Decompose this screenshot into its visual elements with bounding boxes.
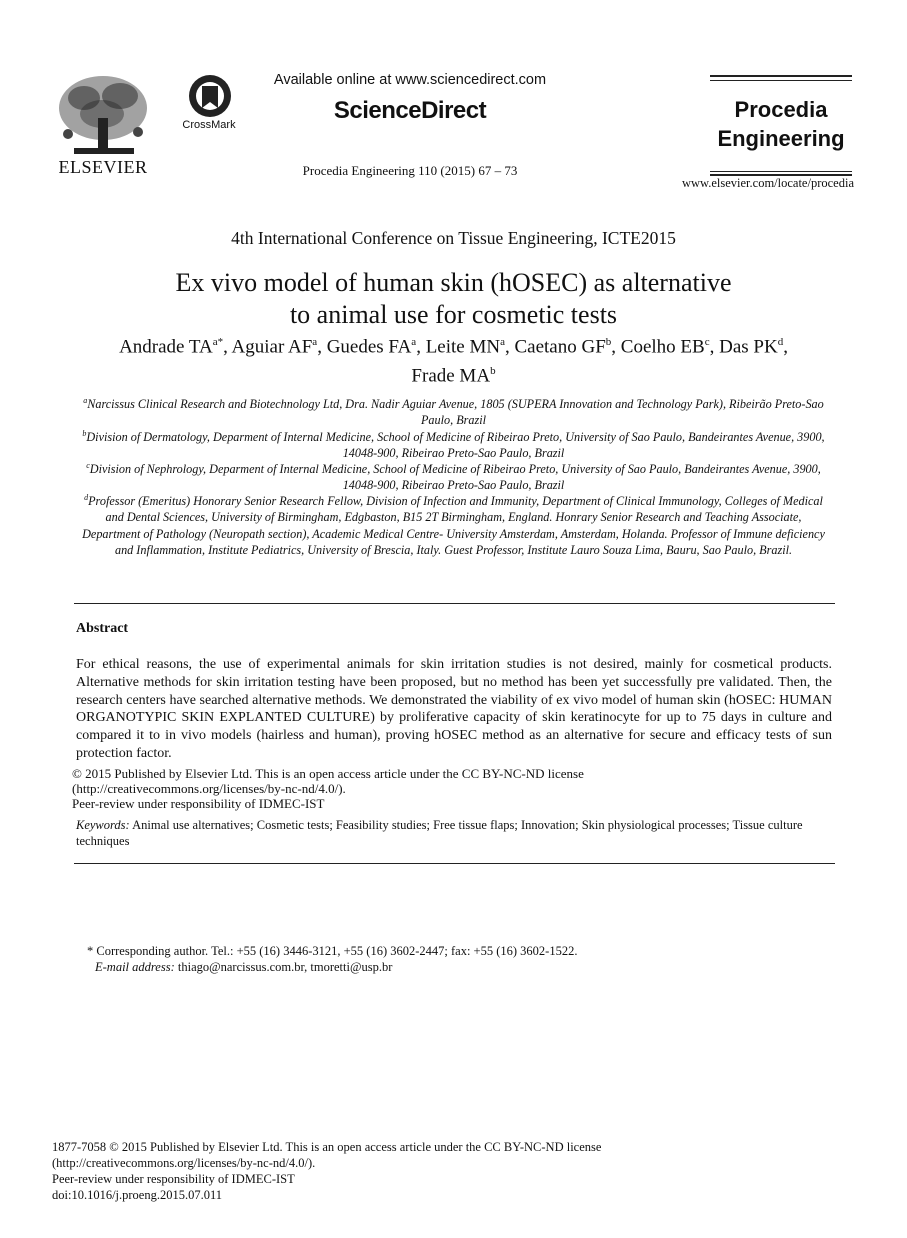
affiliation-c (76, 458, 831, 494)
author-sup: d (777, 336, 784, 348)
title-line2: to animal use for cosmetic tests (289, 300, 618, 329)
doi[interactable]: doi:10.1016/j.proeng.2015.07.011 (52, 1188, 223, 1202)
author-separator: , (783, 336, 788, 358)
affiliation-a (76, 393, 831, 429)
affiliation-marker: b (82, 429, 87, 438)
author-sup: b (490, 365, 496, 378)
journal-top-rule-thin (710, 80, 852, 81)
journal-top-rule (710, 75, 852, 77)
license-link-bottom[interactable]: (http://creativecommons.org/licenses/by-nc-nd/4.0/). (52, 1156, 316, 1170)
affiliation-marker: c (86, 461, 90, 470)
email-label: E-mail address: (95, 960, 175, 974)
keywords-block (76, 817, 832, 849)
author-sup: b (605, 336, 612, 348)
keywords-list: Animal use alternatives; Cosmetic tests; Feasibility studies; Free tissue flaps; Innovation; Skin physiological processes; Tissue culture techniques (76, 818, 803, 848)
divider (74, 863, 835, 864)
author-sup: a (500, 336, 505, 348)
author-name: , Guedes FA (317, 336, 412, 358)
author-name: , Aguiar AF (223, 336, 313, 358)
copyright-line: © 2015 Published by Elsevier Ltd. This is an open access article under the CC BY-NC-ND license (72, 766, 584, 781)
divider (74, 603, 835, 604)
abstract-heading: Abstract (76, 621, 129, 636)
author-name: , Das PK (709, 336, 778, 358)
author-name: Andrade TA (119, 336, 213, 358)
journal-bottom-rule (710, 171, 852, 172)
crossmark-label: CrossMark (182, 119, 236, 131)
sciencedirect-logo[interactable]: ScienceDirect (333, 97, 487, 124)
affiliation-marker: d (84, 493, 89, 502)
peer-review-line: Peer-review under responsibility of IDMEC-IST (72, 796, 325, 811)
author-name: , Coelho EB (611, 336, 705, 358)
corresponding-author: * Corresponding author. Tel.: +55 (16) 3446-3121, +55 (16) 3602-2447; fax: +55 (16) 3602-1522. (87, 944, 578, 958)
bottom-license-block (52, 1139, 852, 1203)
affiliation-text: Division of Dermatology, Deparment of Internal Medicine, School of Medicine of Ribeirao Preto, University of Sao Paulo, Bandeirantes Avenue, 3900, 14048-900, Ribeirao Preto-Sao Paulo, Brazil (86, 430, 825, 461)
title-line1: Ex vivo model of human skin (hOSEC) as alternative (175, 268, 732, 297)
affiliation-text: Professor (Emeritus) Honorary Senior Research Fellow, Division of Infection and Immunity, Department of Clinical Immunology, Colleges of Medical and Dental Sciences, University of Birmingham, Edgbaston, B15 2T Birmingham, England. Honrary Senior Research and Teaching Associate, Department of Pathology (Neuropath section), Academic Medical Centre- University Amsterdam, Amsterdam, Holanda. Professor of Immune deficiency and Inflammation, Institute Pediatrics, University of Brescia, Italy. Guest Professor, Institute Lauro Souza Lima, Bauru, Sao Paulo, Brazil. (82, 494, 825, 557)
affiliation-text: Division of Nephrology, Deparment of Internal Medicine, School of Medicine of Ribeirao Preto, University of Sao Paulo, Bandeirantes Avenue, 3900, 14048-900, Ribeirao Preto-Sao Paulo, Brazil (89, 462, 821, 493)
keywords-label: Keywords: (76, 818, 130, 832)
author-name: Frade MA (411, 365, 491, 387)
affiliation-text: Narcissus Clinical Research and Biotechnology Ltd, Dra. Nadir Aguiar Avenue, 1805 (SUPERA Innovation and Technology Park), Ribeirão Preto-Sao Paulo, Brazil (87, 397, 824, 428)
copyright-block (72, 766, 832, 811)
journal-citation: Procedia Engineering 110 (2015) 67 – 73 (302, 163, 518, 178)
affiliation-d (76, 490, 831, 558)
author-name: , Caetano GF (504, 336, 606, 358)
journal-name-line2: Engineering (717, 126, 845, 151)
available-online-text: Available online at www.sciencedirect.com (273, 72, 547, 88)
paper-title (100, 267, 807, 331)
elsevier-wordmark: ELSEVIER (58, 157, 148, 177)
author-list (70, 330, 837, 389)
affiliation-marker: a (83, 396, 88, 405)
abstract-body: For ethical reasons, the use of experimental animals for skin irritation studies is not desired, mainly for cosmetical products. Alternative methods for skin irritation testing have been proposed, but no method has been yet successfully pre validated. Then, the research centers have searched alternative methods. We demonstrated the viability of ex vivo model of human skin (hOSEC: HUMAN ORGANOTYPIC SKIN EXPLANTED CULTURE) by proliferative capacity of skin keratinocyte for up to 75 days in culture and compared it to in vivo models (hairless and human), proving hOSEC method as an alternative for secure and efficacy tests of sun protection factor. (76, 657, 832, 761)
corresponding-footnote (87, 943, 787, 975)
journal-name (710, 95, 852, 153)
conference-name: 4th International Conference on Tissue Engineering, ICTE2015 (231, 228, 676, 248)
author-sup: c (704, 336, 710, 348)
journal-name-line1: Procedia (734, 97, 828, 122)
journal-url[interactable]: www.elsevier.com/locate/procedia (681, 176, 854, 190)
license-link[interactable]: (http://creativecommons.org/licenses/by-nc-nd/4.0/). (72, 781, 346, 796)
author-sup: a* (212, 336, 224, 348)
author-sup: a (411, 336, 417, 348)
journal-logo-box (710, 75, 852, 175)
issn-copyright: 1877-7058 © 2015 Published by Elsevier Ltd. This is an open access article under the CC BY-NC-ND license (52, 1140, 602, 1154)
author-sup: a (312, 336, 318, 348)
email-addresses[interactable]: thiago@narcissus.com.br, tmoretti@usp.br (174, 960, 393, 974)
affiliation-b (76, 426, 831, 462)
peer-review-bottom: Peer-review under responsibility of IDMEC-IST (52, 1172, 295, 1186)
author-name: , Leite MN (416, 336, 501, 358)
email-line (87, 959, 787, 975)
